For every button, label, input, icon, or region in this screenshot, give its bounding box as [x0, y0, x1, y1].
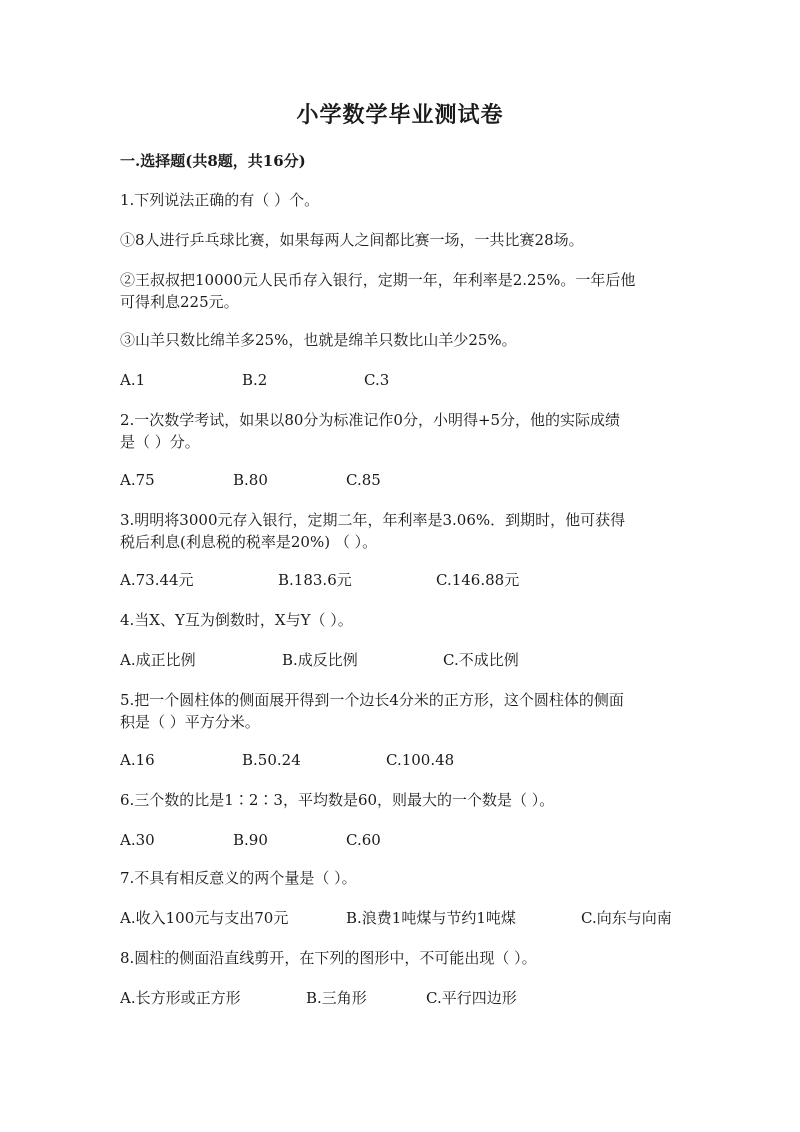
question-3-stem-line-2: 税后利息(利息税的税率是20%) （ ）。 [120, 533, 378, 551]
question-5-stem-line-2: 积是（ ）平方分米。 [120, 713, 260, 731]
question-7-stem: 7.不具有相反意义的两个量是（ ）。 [120, 869, 357, 887]
question-6-option-a[interactable]: A.30 [120, 831, 155, 849]
question-2-option-a[interactable]: A.75 [120, 471, 155, 489]
question-5-option-a[interactable]: A.16 [120, 751, 155, 769]
question-2-option-b[interactable]: B.80 [233, 471, 268, 489]
question-4-option-a[interactable]: A.成正比例 [120, 651, 196, 669]
question-6-option-c[interactable]: C.60 [346, 831, 381, 849]
question-7-option-c[interactable]: C.向东与向南 [581, 909, 672, 927]
question-3-option-a[interactable]: A.73.44元 [120, 571, 194, 589]
question-5-option-b[interactable]: B.50.24 [242, 751, 301, 769]
question-7-option-a[interactable]: A.收入100元与支出70元 [120, 909, 289, 927]
question-4-stem: 4.当X、Y互为倒数时，X与Y（ ）。 [120, 611, 353, 629]
question-2-stem-line-2: 是（ ）分。 [120, 433, 200, 451]
question-2-stem-line-1: 2.一次数学考试，如果以80分为标准记作0分，小明得+5分，他的实际成绩 [120, 411, 621, 429]
section-heading: 一.选择题(共8题，共16分) [120, 152, 306, 170]
question-7-option-b[interactable]: B.浪费1吨煤与节约1吨煤 [346, 909, 516, 927]
question-1-option-c[interactable]: C.3 [364, 371, 390, 389]
question-2-option-c[interactable]: C.85 [346, 471, 381, 489]
question-5-stem-line-1: 5.把一个圆柱体的侧面展开得到一个边长4分米的正方形，这个圆柱体的侧面 [120, 691, 624, 709]
question-4-option-c[interactable]: C.不成比例 [443, 651, 519, 669]
question-1-statement-2-line-2: 可得利息225元。 [120, 293, 239, 311]
question-6-option-b[interactable]: B.90 [233, 831, 268, 849]
question-1-statement-3: ③山羊只数比绵羊多25%，也就是绵羊只数比山羊少25%。 [120, 331, 517, 349]
question-8-option-b[interactable]: B.三角形 [306, 989, 367, 1007]
question-1-statement-1: ①8人进行乒乓球比赛，如果每两人之间都比赛一场，一共比赛28场。 [120, 231, 584, 249]
question-3-stem-line-1: 3.明明将3000元存入银行，定期二年，年利率是3.06%．到期时，他可获得 [120, 511, 626, 529]
question-4-option-b[interactable]: B.成反比例 [282, 651, 358, 669]
question-6-stem: 6.三个数的比是1∶2∶3，平均数是60，则最大的一个数是（ ）。 [120, 791, 555, 809]
question-1-option-b[interactable]: B.2 [242, 371, 268, 389]
question-8-stem: 8.圆柱的侧面沿直线剪开，在下列的图形中，不可能出现（ ）。 [120, 949, 537, 967]
question-1-option-a[interactable]: A.1 [120, 371, 146, 389]
question-1-statement-2-line-1: ②王叔叔把10000元人民币存入银行，定期一年，年利率是2.25%。一年后他 [120, 271, 636, 289]
question-3-option-b[interactable]: B.183.6元 [278, 571, 352, 589]
question-1-stem: 1.下列说法正确的有（ ）个。 [120, 191, 320, 209]
question-8-option-c[interactable]: C.平行四边形 [426, 989, 517, 1007]
page-title: 小学数学毕业测试卷 [296, 102, 504, 128]
question-8-option-a[interactable]: A.长方形或正方形 [120, 989, 241, 1007]
question-5-option-c[interactable]: C.100.48 [386, 751, 455, 769]
question-3-option-c[interactable]: C.146.88元 [436, 571, 520, 589]
